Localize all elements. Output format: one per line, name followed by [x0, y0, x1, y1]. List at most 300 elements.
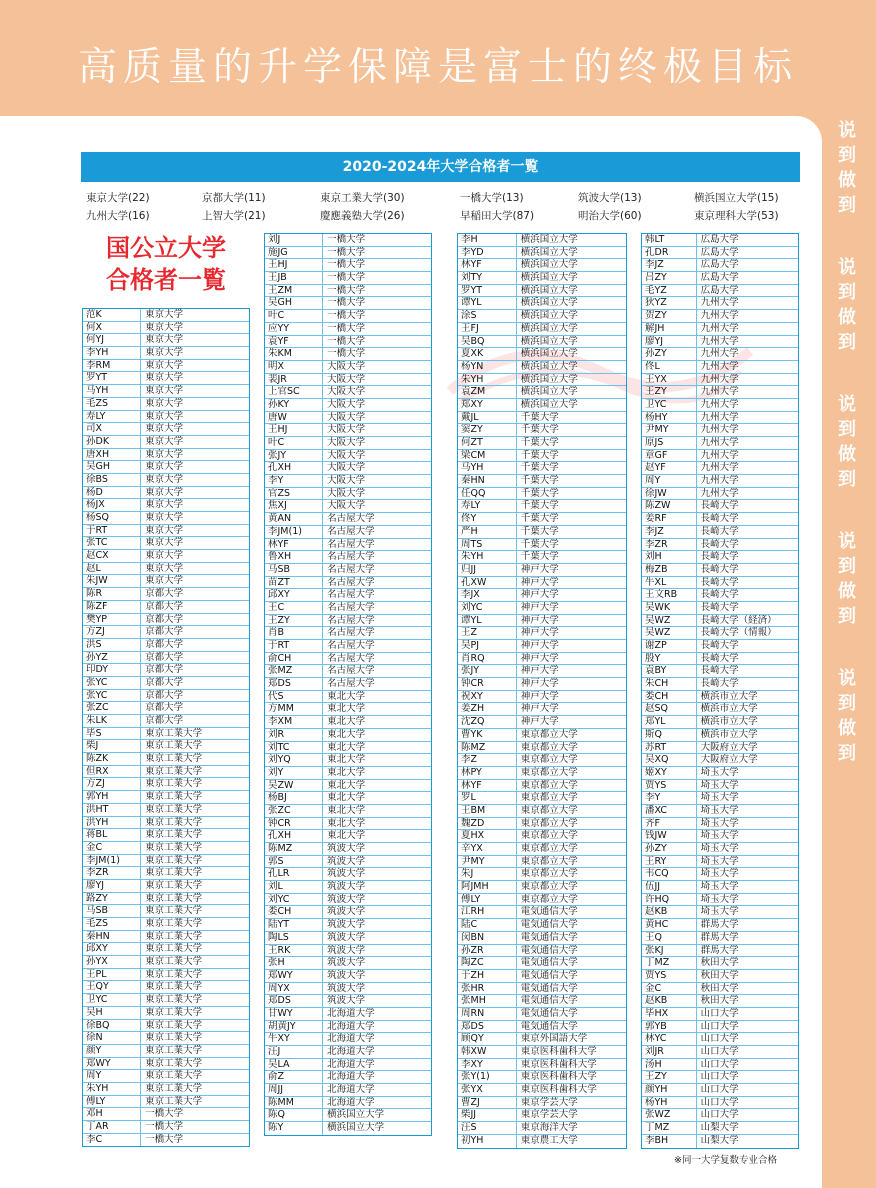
student-name: 王C: [265, 602, 323, 614]
university-name: 九州大学: [700, 487, 739, 499]
student-name: 颜YH: [642, 1084, 697, 1096]
university-name: 千葉大学: [520, 475, 559, 487]
university-name: 神戸大学: [520, 563, 559, 575]
result-row: [642, 665, 798, 678]
result-row: [642, 932, 798, 945]
university-name: 九州大学: [700, 322, 739, 334]
result-row: [458, 1059, 626, 1072]
student-name: 张TC: [83, 537, 141, 549]
student-name: 李ZR: [642, 539, 697, 551]
student-name: 戴JL: [458, 412, 517, 424]
result-row: [265, 259, 431, 272]
banner-title: 高质量的升学保障是富士的终极目标: [77, 45, 798, 90]
side-slogan-char: 到: [838, 556, 856, 577]
university-name: 長崎大学: [700, 551, 739, 563]
university-name: 筑波大学: [327, 881, 366, 893]
results-column: [264, 233, 432, 1136]
side-slogan-char: 做: [838, 581, 856, 602]
university-name: 東京工業大学: [145, 1032, 203, 1044]
university-name: 神戸大学: [520, 640, 559, 651]
university-name: 東京大学: [145, 423, 184, 435]
university-name: 横浜国立大学: [520, 259, 578, 271]
university-name: 横浜国立大学: [327, 1109, 385, 1121]
university-name: 横浜国立大学: [520, 386, 578, 398]
student-name: 马YH: [458, 462, 517, 474]
university-name: 大阪大学: [327, 475, 366, 487]
result-row: [642, 399, 798, 412]
result-row: [642, 437, 798, 450]
result-row: [642, 894, 798, 907]
student-name: 孙YZ: [83, 652, 141, 664]
result-row: [265, 742, 431, 755]
result-row: [642, 1109, 798, 1122]
result-row: [83, 423, 249, 436]
result-row: [642, 551, 798, 564]
university-name: 山口大学: [700, 1109, 739, 1121]
student-name: 周JJ: [265, 1084, 323, 1096]
result-row: [265, 1021, 431, 1034]
student-name: 李BH: [642, 1135, 697, 1148]
student-name: 洪YH: [83, 817, 141, 829]
university-name: 北海道大学: [327, 1058, 375, 1070]
result-row: [642, 906, 798, 919]
university-name: 東京工業大学: [145, 753, 203, 765]
side-slogan-group: [826, 118, 868, 255]
result-row: [265, 818, 431, 831]
university-name: 一橋大学: [327, 259, 366, 271]
student-name: 殷Y: [642, 653, 697, 665]
student-name: 施JG: [265, 247, 323, 259]
student-name: 赵L: [83, 563, 141, 575]
summary-item: 一橋大学(13): [460, 192, 524, 204]
result-row: [642, 386, 798, 399]
university-name: 九州大学: [700, 360, 739, 372]
result-row: [83, 867, 249, 880]
result-row: [83, 956, 249, 969]
student-name: 俞CH: [265, 653, 323, 665]
result-row: [265, 906, 431, 919]
result-row: [265, 437, 431, 450]
result-row: [642, 1021, 798, 1034]
university-name: 長崎大学: [700, 665, 739, 677]
university-name: 大阪大学: [327, 437, 366, 448]
result-row: [458, 310, 626, 323]
university-name: 東京医科歯科大学: [520, 1071, 597, 1083]
university-name: 横浜国立大学: [520, 310, 578, 322]
result-row: [458, 462, 626, 475]
university-name: 埼玉大学: [700, 804, 739, 816]
results-column: [641, 233, 799, 1149]
result-row: [265, 1033, 431, 1046]
student-name: 牛XY: [265, 1033, 323, 1045]
student-name: 李Y: [642, 792, 697, 804]
student-name: 苏RT: [642, 742, 697, 754]
student-name: 陈ZW: [642, 500, 697, 512]
summary-item: 東京理科大学(53): [694, 210, 779, 222]
university-name: 九州大学: [700, 424, 739, 436]
result-row: [265, 272, 431, 285]
university-name: 京都大学: [145, 664, 184, 676]
result-row: [83, 994, 249, 1007]
university-name: 東京都立大学: [520, 817, 578, 829]
result-row: [83, 563, 249, 576]
university-name: 東京都立大学: [520, 766, 578, 778]
university-name: 九州大学: [700, 310, 739, 322]
student-name: 金C: [642, 983, 697, 995]
result-row: [642, 856, 798, 869]
university-name: 山口大学: [700, 1084, 739, 1096]
university-name: 神戸大学: [520, 589, 559, 601]
student-name: 叶C: [265, 310, 323, 322]
student-name: 娄CH: [265, 906, 323, 918]
student-name: 王Z: [458, 627, 517, 639]
university-name: 長崎大学: [700, 640, 739, 651]
university-name: 東京工業大学: [145, 943, 203, 955]
result-row: [265, 424, 431, 437]
university-name: 東京都立大学: [520, 741, 578, 753]
student-name: 姜RF: [642, 513, 697, 525]
university-name: 埼玉大学: [700, 817, 739, 829]
result-row: [458, 259, 626, 272]
student-name: 黄HC: [642, 919, 697, 931]
student-name: 魏ZD: [458, 818, 517, 830]
student-name: 张MZ: [265, 665, 323, 677]
result-row: [642, 513, 798, 526]
university-name: 一橋大学: [327, 284, 366, 296]
result-row: [83, 702, 249, 715]
student-name: 张ZC: [265, 805, 323, 817]
university-name: 広島大学: [700, 234, 739, 245]
university-name: 長崎大学: [700, 525, 739, 537]
student-name: 黄AN: [265, 513, 323, 525]
student-name: 吴ZW: [265, 780, 323, 792]
student-name: 朱LK: [83, 715, 141, 727]
student-name: 唐W: [265, 412, 323, 424]
result-row: [458, 627, 626, 640]
university-name: 東京都立大学: [520, 804, 578, 816]
result-row: [265, 348, 431, 361]
university-name: 東京医科歯科大学: [520, 1058, 597, 1070]
student-name: 李XY: [458, 1059, 517, 1071]
student-name: 沈ZQ: [458, 716, 517, 728]
result-row: [265, 1122, 431, 1135]
student-name: 何YJ: [83, 334, 141, 346]
university-name: 東京都立大学: [520, 830, 578, 842]
student-name: 吴WK: [642, 602, 697, 614]
student-name: 陶ZC: [458, 957, 517, 969]
student-name: 李RM: [83, 360, 141, 372]
student-name: 吴GH: [265, 297, 323, 309]
result-row: [458, 945, 626, 958]
university-name: 東京都立大学: [520, 843, 578, 854]
student-name: 佟Y: [458, 513, 517, 525]
result-row: [458, 234, 626, 247]
student-name: 陆C: [458, 919, 517, 931]
university-name: 東京大学: [145, 372, 184, 384]
result-row: [83, 639, 249, 652]
student-name: 许HQ: [642, 894, 697, 906]
university-name: 九州大学: [700, 297, 739, 309]
university-name: 名古屋大学: [327, 678, 375, 690]
student-name: 吴PJ: [458, 640, 517, 652]
result-row: [642, 691, 798, 704]
result-row: [265, 500, 431, 513]
result-row: [642, 602, 798, 615]
result-row: [642, 881, 798, 894]
result-row: [83, 1020, 249, 1033]
student-name: 姜ZH: [458, 703, 517, 715]
result-row: [458, 1071, 626, 1084]
university-name: 東京工業大学: [145, 841, 203, 853]
student-name: 杨JX: [83, 499, 141, 511]
student-name: 罗YT: [83, 372, 141, 384]
side-slogan-char: 做: [838, 170, 856, 191]
student-name: 梁CM: [458, 450, 517, 462]
result-row: [83, 614, 249, 627]
university-name: 九州大学: [700, 462, 739, 474]
side-slogan-char: 做: [838, 444, 856, 465]
student-name: 严H: [458, 526, 517, 538]
student-name: 潘XC: [642, 805, 697, 817]
student-name: 贾YS: [642, 970, 697, 982]
result-row: [458, 919, 626, 932]
result-row: [83, 1083, 249, 1096]
student-name: 但RX: [83, 766, 141, 778]
university-name: 神戸大学: [520, 703, 559, 715]
result-row: [642, 475, 798, 488]
result-row: [458, 754, 626, 767]
university-name: 一橋大学: [145, 1133, 184, 1145]
student-name: 王YX: [642, 374, 697, 386]
result-row: [265, 374, 431, 387]
university-name: 電気通信大学: [520, 1007, 578, 1019]
student-name: 邱XY: [83, 943, 141, 955]
student-name: 王QY: [83, 981, 141, 993]
university-name: 山口大学: [700, 1033, 739, 1045]
student-name: 洪S: [83, 639, 141, 651]
side-slogan-group: [826, 392, 868, 529]
result-row: [265, 868, 431, 881]
result-row: [458, 412, 626, 425]
student-name: 谭YL: [458, 297, 517, 309]
student-name: 陶LS: [265, 932, 323, 944]
summary-item: 慶應義塾大学(26): [320, 210, 405, 222]
result-row: [83, 347, 249, 360]
result-row: [265, 386, 431, 399]
student-name: 卫YC: [642, 399, 697, 411]
student-name: 马SB: [83, 905, 141, 917]
student-name: 杨HY: [642, 412, 697, 424]
result-row: [458, 1109, 626, 1122]
student-name: 曹ZJ: [458, 1097, 517, 1109]
result-row: [642, 450, 798, 463]
university-name: 東京大学: [145, 309, 184, 320]
result-row: [83, 893, 249, 906]
student-name: 丁MZ: [642, 957, 697, 969]
university-name: 京都大学: [145, 626, 184, 638]
result-row: [83, 664, 249, 677]
result-row: [265, 577, 431, 590]
section-title: 2020-2024年大学合格者一覧: [81, 152, 800, 182]
student-name: 张YC: [83, 677, 141, 689]
university-name: 群馬大学: [700, 944, 739, 956]
university-name: 長崎大学: [700, 500, 739, 512]
result-row: [458, 513, 626, 526]
university-name: 大阪大学: [327, 411, 366, 423]
university-name: 名古屋大学: [327, 614, 375, 626]
result-row: [265, 1097, 431, 1110]
student-name: 张JY: [458, 665, 517, 677]
result-row: [458, 247, 626, 260]
university-name: 神戸大学: [520, 678, 559, 690]
side-slogan-char: 说: [838, 257, 856, 278]
result-row: [642, 462, 798, 475]
university-name: 東京外国語大学: [520, 1033, 588, 1045]
result-row: [265, 399, 431, 412]
result-row: [83, 449, 249, 462]
summary-item: 横浜国立大学(15): [694, 192, 779, 204]
result-row: [642, 1059, 798, 1072]
university-name: 東京工業大学: [145, 778, 203, 790]
student-name: 傅LY: [458, 894, 517, 906]
result-row: [642, 374, 798, 387]
result-row: [83, 322, 249, 335]
university-name: 長崎大学（経済）: [700, 614, 777, 626]
student-name: 韩XW: [458, 1046, 517, 1058]
result-row: [83, 677, 249, 690]
result-row: [458, 894, 626, 907]
student-name: 马SB: [265, 564, 323, 576]
student-name: 甘WY: [265, 1008, 323, 1020]
university-name: 一橋大学: [327, 322, 366, 334]
result-row: [642, 818, 798, 831]
university-name: 東京工業大学: [145, 968, 203, 980]
result-row: [265, 488, 431, 501]
university-name: 埼玉大学: [700, 855, 739, 867]
university-name: 千葉大学: [520, 449, 559, 461]
student-name: 樊YP: [83, 614, 141, 626]
university-name: 東北大学: [327, 792, 366, 804]
student-name: 李Y: [265, 475, 323, 487]
university-name: 一橋大学: [327, 234, 366, 245]
student-name: 李JZ: [642, 526, 697, 538]
side-slogan-char: 到: [838, 743, 856, 764]
result-row: [265, 285, 431, 298]
result-row: [83, 690, 249, 703]
university-name: 広島大学: [700, 246, 739, 258]
university-name: 横浜市立大学: [700, 690, 758, 702]
student-name: 王RY: [642, 856, 697, 868]
university-name: 東京都立大学: [520, 855, 578, 867]
big-title: [82, 232, 250, 307]
university-name: 横浜国立大学: [520, 322, 578, 334]
student-name: 马YH: [83, 385, 141, 397]
result-row: [642, 868, 798, 881]
result-row: [83, 1058, 249, 1071]
result-row: [265, 526, 431, 539]
result-row: [458, 640, 626, 653]
university-name: 広島大学: [700, 272, 739, 284]
result-row: [642, 1033, 798, 1046]
student-name: 朱CH: [642, 678, 697, 690]
university-name: 神戸大学: [520, 576, 559, 588]
university-name: 一橋大学: [327, 335, 366, 347]
result-row: [265, 805, 431, 818]
result-row: [458, 589, 626, 602]
university-name: 九州大学: [700, 386, 739, 398]
student-name: 周Y: [642, 475, 697, 487]
result-row: [83, 436, 249, 449]
student-name: 方ZJ: [83, 626, 141, 638]
university-name: 筑波大学: [327, 944, 366, 956]
result-row: [265, 462, 431, 475]
university-name: 山梨大学: [700, 1122, 739, 1134]
university-name: 東京大学: [145, 512, 184, 523]
university-name: 一橋大学: [327, 246, 366, 258]
result-row: [458, 1135, 626, 1148]
university-name: 千葉大学: [520, 411, 559, 423]
student-name: 姬XY: [642, 767, 697, 779]
university-name: 九州大学: [700, 373, 739, 385]
student-name: 孔XH: [265, 830, 323, 842]
student-name: 原JS: [642, 437, 697, 449]
student-name: 狄YZ: [642, 297, 697, 309]
result-row: [83, 411, 249, 424]
university-name: 横浜市立大学: [700, 728, 758, 740]
result-row: [265, 932, 431, 945]
university-name: 東京大学: [145, 334, 184, 346]
student-name: 林YF: [458, 259, 517, 271]
student-name: 辛YX: [458, 843, 517, 855]
university-name: 電気通信大学: [520, 957, 578, 969]
university-name: 東京大学: [145, 575, 184, 587]
university-name: 埼玉大学: [700, 830, 739, 842]
student-name: 刘TY: [458, 272, 517, 284]
student-name: 官ZS: [265, 488, 323, 500]
student-name: 朱J: [458, 868, 517, 880]
university-name: 山梨大学: [700, 1134, 739, 1146]
result-row: [83, 1134, 249, 1147]
result-row: [642, 1135, 798, 1148]
student-name: 周YX: [265, 983, 323, 995]
student-name: 钟CR: [458, 678, 517, 690]
university-name: 筑波大学: [327, 957, 366, 969]
side-slogan-char: 做: [838, 718, 856, 739]
student-name: 张HR: [458, 983, 517, 995]
university-name: 埼玉大学: [700, 906, 739, 918]
student-name: 李JX: [458, 589, 517, 601]
student-name: 郑WY: [265, 970, 323, 982]
student-name: 赵KB: [642, 995, 697, 1007]
student-name: 刘H: [642, 551, 697, 563]
student-name: 赵YF: [642, 462, 697, 474]
university-name: 電気通信大学: [520, 969, 578, 981]
result-row: [458, 348, 626, 361]
result-row: [83, 804, 249, 817]
university-name: 横浜国立大学: [520, 297, 578, 309]
university-name: 大阪大学: [327, 449, 366, 461]
side-slogan-char: 说: [838, 531, 856, 552]
result-row: [265, 1071, 431, 1084]
summary-item: 早稲田大学(87): [460, 210, 535, 222]
university-name: 東京工業大学: [145, 892, 203, 904]
student-name: 王PL: [83, 969, 141, 981]
side-slogan-group: [826, 529, 868, 666]
university-name: 東京大学: [145, 321, 184, 333]
university-name: 埼玉大学: [700, 779, 739, 791]
result-row: [265, 1046, 431, 1059]
summary-item: 九州大学(16): [86, 210, 150, 222]
